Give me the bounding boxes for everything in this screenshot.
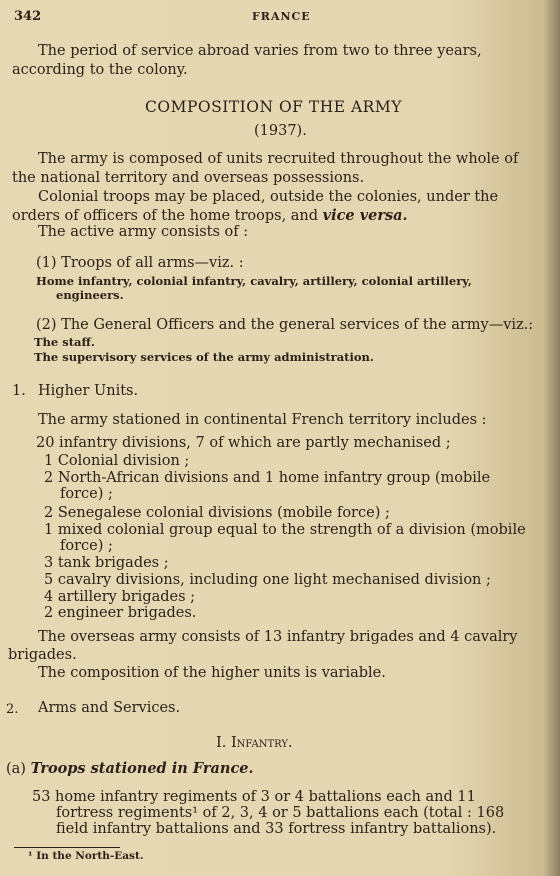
list-item: 4 artillery brigades ; [44,589,196,605]
footnote-rule [14,847,120,848]
running-header: FRANCE [252,10,311,23]
list-item: 2 North-African divisions and 1 home infantry group (mobile [44,470,491,486]
text-line: The army stationed in continental French territory includes : [38,412,487,428]
text-line: The composition of the higher units is variable. [38,665,386,681]
text-line: Colonial troops may be placed, outside the colonies, under the [38,189,499,205]
text-line: 53 home infantry regiments of 3 or 4 battalions each and 11 [32,789,476,805]
text-line: the national territory and overseas possessions. [12,170,365,186]
text-line: Home infantry, colonial infantry, cavalry, artillery, colonial artillery, [36,274,472,288]
text-line: The army is composed of units recruited throughout the whole of [38,151,519,167]
text-line: fortress regiments¹ of 2, 3, 4 or 5 battalions each (total : 168 [56,805,505,821]
text-line: brigades. [8,647,77,663]
list-heading: (2) The General Officers and the general services of the army—viz.: [36,317,534,333]
text-line: field infantry battalions and 33 fortress infantry battalions). [56,821,497,837]
text-line: according to the colony. [12,62,188,78]
list-item: force) ; [60,538,113,554]
page-number: 342 [14,9,42,24]
subsection-label: (a) Troops stationed in France. [6,760,254,777]
list-item: force) ; [60,486,113,502]
list-heading: (1) Troops of all arms—viz. : [36,255,244,271]
text-line: The period of service abroad varies from two to three years, [38,43,482,59]
section-title: Higher Units. [38,383,139,399]
text-line: The active army consists of : [38,224,249,240]
list-item: 2 engineer brigades. [44,605,197,621]
section-heading: COMPOSITION OF THE ARMY [145,98,402,116]
text-line: The supervisory services of the army administration. [34,350,374,364]
footnote: ¹ In the North-East. [28,850,144,862]
list-item: 5 cavalry divisions, including one light mechanised division ; [44,572,491,588]
list-item: 1 mixed colonial group equal to the strength of a division (mobile [44,522,526,538]
list-item: 2 Senegalese colonial divisions (mobile force) ; [44,505,390,521]
section-number: 1. [12,383,26,399]
text-line: orders of officers of the home troops, and vice versa. [12,207,408,224]
text-line: The staff. [34,335,95,349]
list-item: 20 infantry divisions, 7 of which are partly mechanised ; [36,435,451,451]
list-item: 3 tank brigades ; [44,555,169,571]
section-number: 2. [6,702,19,717]
list-item: 1 Colonial division ; [44,453,190,469]
text-line: engineers. [56,288,124,302]
subsection-heading: I. Infantry. [216,735,293,751]
text-line: The overseas army consists of 13 infantry brigades and 4 cavalry [38,629,518,645]
section-year: (1937). [254,123,307,139]
section-title: Arms and Services. [38,700,181,716]
